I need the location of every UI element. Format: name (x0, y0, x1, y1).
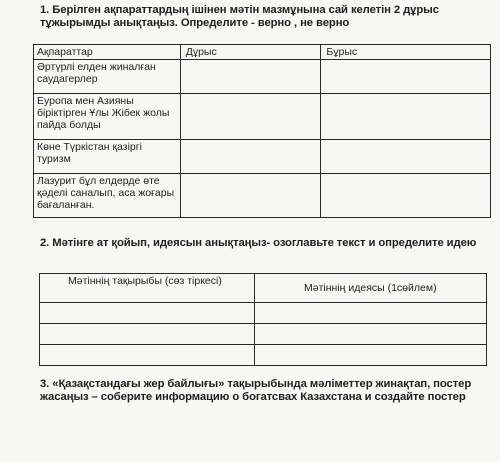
header-text-idea: Мәтіннің идеясы (1сөйлем) (254, 274, 486, 303)
table-row (34, 60, 491, 94)
task-1-instruction: 1. Берілген ақпараттардың ішінен мәтін мазмұнына сай келетін 2 дұрыс тұжырымды анықтаңыз. Определите - верно , не верно (40, 4, 439, 29)
title-idea-table-header (40, 274, 487, 303)
title-idea-table (39, 273, 487, 366)
title-answer-cell[interactable] (40, 345, 255, 366)
statement-cell: Көне Түркістан қазіргі туризм (34, 140, 181, 174)
title-answer-cell[interactable] (40, 303, 255, 324)
table-row (34, 174, 491, 218)
table-row (40, 345, 487, 366)
idea-answer-cell[interactable] (254, 345, 486, 366)
statements-table (33, 44, 491, 218)
header-correct: Дұрыс (180, 45, 321, 60)
correct-answer-cell[interactable] (180, 174, 321, 218)
header-text-title: Мәтіннің тақырыбы (сөз тіркесі) (40, 274, 255, 303)
correct-answer-cell[interactable] (180, 60, 321, 94)
table-row (34, 140, 491, 174)
header-information: Ақпараттар (34, 45, 181, 60)
statement-cell: Әртүрлі елден жиналған саудагерлер (34, 60, 181, 94)
correct-answer-cell[interactable] (180, 94, 321, 140)
incorrect-answer-cell[interactable] (321, 60, 491, 94)
idea-answer-cell[interactable] (254, 324, 486, 345)
incorrect-answer-cell[interactable] (321, 174, 491, 218)
correct-answer-cell[interactable] (180, 140, 321, 174)
task-2-instruction: 2. Мәтінге ат қойып, идеясын анықтаңыз- озоглавьте текст и определите идею (40, 237, 477, 249)
statement-cell: Еуропа мен Азияны біріктірген Ұлы Жібек жолы пайда болды (34, 94, 181, 140)
table-row (40, 324, 487, 345)
header-incorrect: Бұрыс (321, 45, 491, 60)
incorrect-answer-cell[interactable] (321, 94, 491, 140)
incorrect-answer-cell[interactable] (321, 140, 491, 174)
statement-cell: Лазурит бұл елдерде өте қәделі саналып, аса жоғары бағаланған. (34, 174, 181, 218)
table-row (34, 94, 491, 140)
statements-table-header (34, 45, 491, 60)
idea-answer-cell[interactable] (254, 303, 486, 324)
title-answer-cell[interactable] (40, 324, 255, 345)
task-3-instruction: 3. «Қазақстандағы жер байлығы» тақырыбында мәліметтер жинақтап, постер жасаңыз – соберите информацию о богатсвах Казахстана и создайте постер (40, 378, 472, 403)
table-row (40, 303, 487, 324)
